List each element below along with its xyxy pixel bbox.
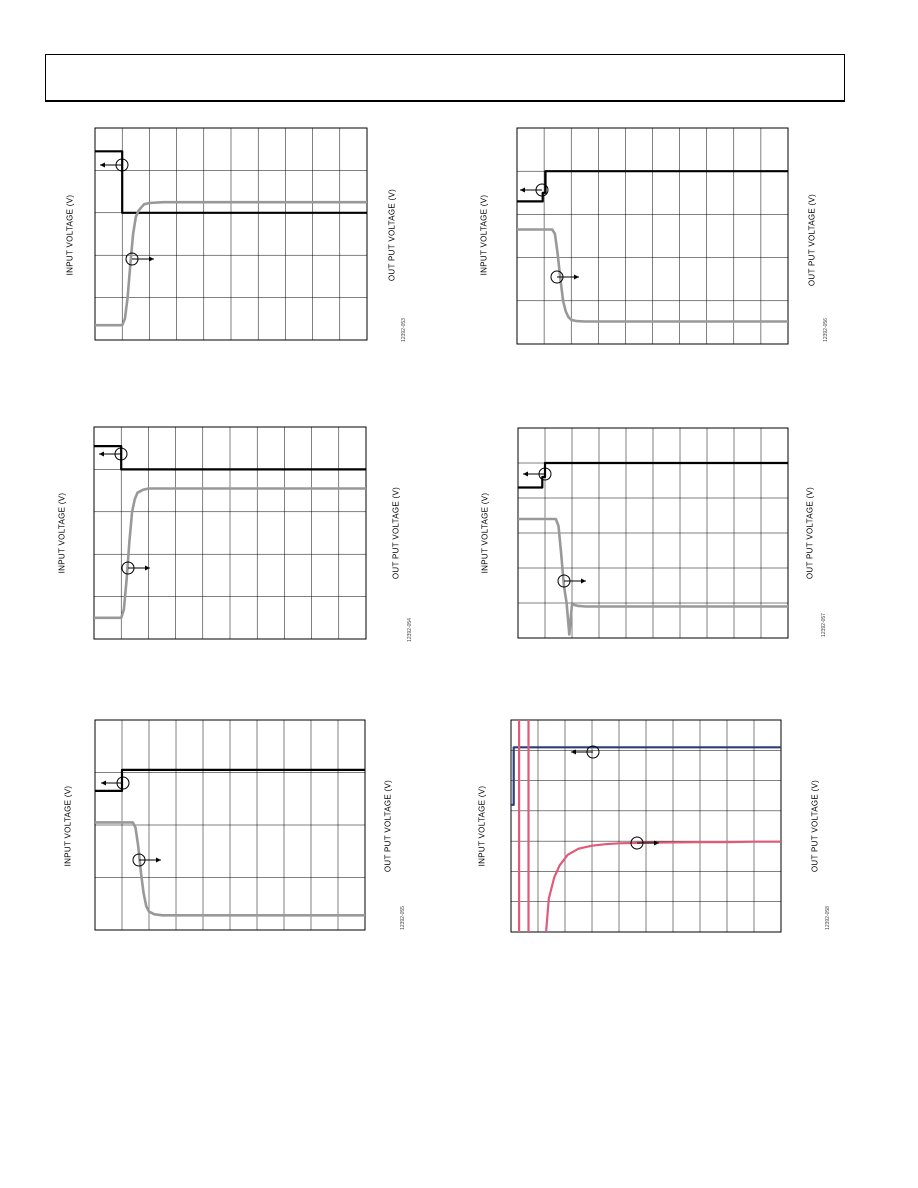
plot-frame <box>95 720 365 930</box>
right-axis-marker <box>631 837 643 849</box>
right-axis-label: OUT PUT VOLTAGE (V) <box>387 188 397 282</box>
right-axis-marker <box>122 562 134 574</box>
figure-id: 12392-057 <box>821 613 827 637</box>
plot-frame <box>517 128 788 344</box>
arrow-head <box>574 275 579 280</box>
series-line-input <box>518 463 788 488</box>
arrow-head <box>100 163 105 168</box>
figure-id: 12392-055 <box>400 906 406 930</box>
plot-frame <box>94 427 366 639</box>
series-line-input <box>95 151 367 213</box>
figure-id: 12392-054 <box>407 618 413 642</box>
arrow-head <box>523 472 528 477</box>
figure-id: 12392-053 <box>401 318 407 342</box>
left-axis-label: INPUT VOLTAGE (V) <box>65 194 75 276</box>
left-axis-label: INPUT VOLTAGE (V) <box>63 785 73 867</box>
left-axis-marker <box>536 184 548 196</box>
series-line-input <box>95 770 365 791</box>
figure-id: 12392-056 <box>823 318 829 342</box>
left-axis-label: INPUT VOLTAGE (V) <box>479 194 489 276</box>
page-header-box <box>45 54 845 102</box>
right-axis-marker <box>133 854 145 866</box>
plot-frame <box>518 428 788 638</box>
arrow-head <box>571 750 576 755</box>
series-line-input <box>94 446 366 469</box>
right-axis-label: OUT PUT VOLTAGE (V) <box>805 486 815 580</box>
series-line-output <box>546 842 781 932</box>
right-axis-label: OUT PUT VOLTAGE (V) <box>807 193 817 287</box>
left-axis-label: INPUT VOLTAGE (V) <box>57 492 67 574</box>
left-axis-marker <box>115 448 127 460</box>
figure-id: 12392-058 <box>825 906 831 930</box>
arrow-head <box>149 257 154 262</box>
right-axis-marker <box>558 575 570 587</box>
left-axis-marker <box>117 777 129 789</box>
right-axis-label: OUT PUT VOLTAGE (V) <box>383 779 393 873</box>
arrow-head <box>520 188 525 193</box>
right-axis-marker <box>126 253 138 265</box>
series-line-input <box>511 747 781 805</box>
right-axis-label: OUT PUT VOLTAGE (V) <box>391 486 401 580</box>
arrow-head <box>581 579 586 584</box>
right-axis-marker <box>551 271 563 283</box>
right-axis-label: OUT PUT VOLTAGE (V) <box>810 779 820 873</box>
plot-frame <box>511 720 781 932</box>
arrow-head <box>156 858 161 863</box>
arrow-head <box>99 452 104 457</box>
series-line-output <box>518 519 788 635</box>
left-axis-marker <box>116 159 128 171</box>
left-axis-marker <box>587 746 599 758</box>
left-axis-marker <box>539 468 551 480</box>
plot-frame <box>95 128 367 340</box>
series-line-output <box>95 202 367 325</box>
left-axis-label: INPUT VOLTAGE (V) <box>477 785 487 867</box>
arrow-head <box>145 566 150 571</box>
arrow-head <box>101 781 106 786</box>
arrow-head <box>654 841 659 846</box>
series-line-input <box>517 171 788 201</box>
left-axis-label: INPUT VOLTAGE (V) <box>480 492 490 574</box>
series-line-output <box>517 230 788 322</box>
series-line-output <box>95 822 365 915</box>
series-line-output <box>94 489 366 618</box>
